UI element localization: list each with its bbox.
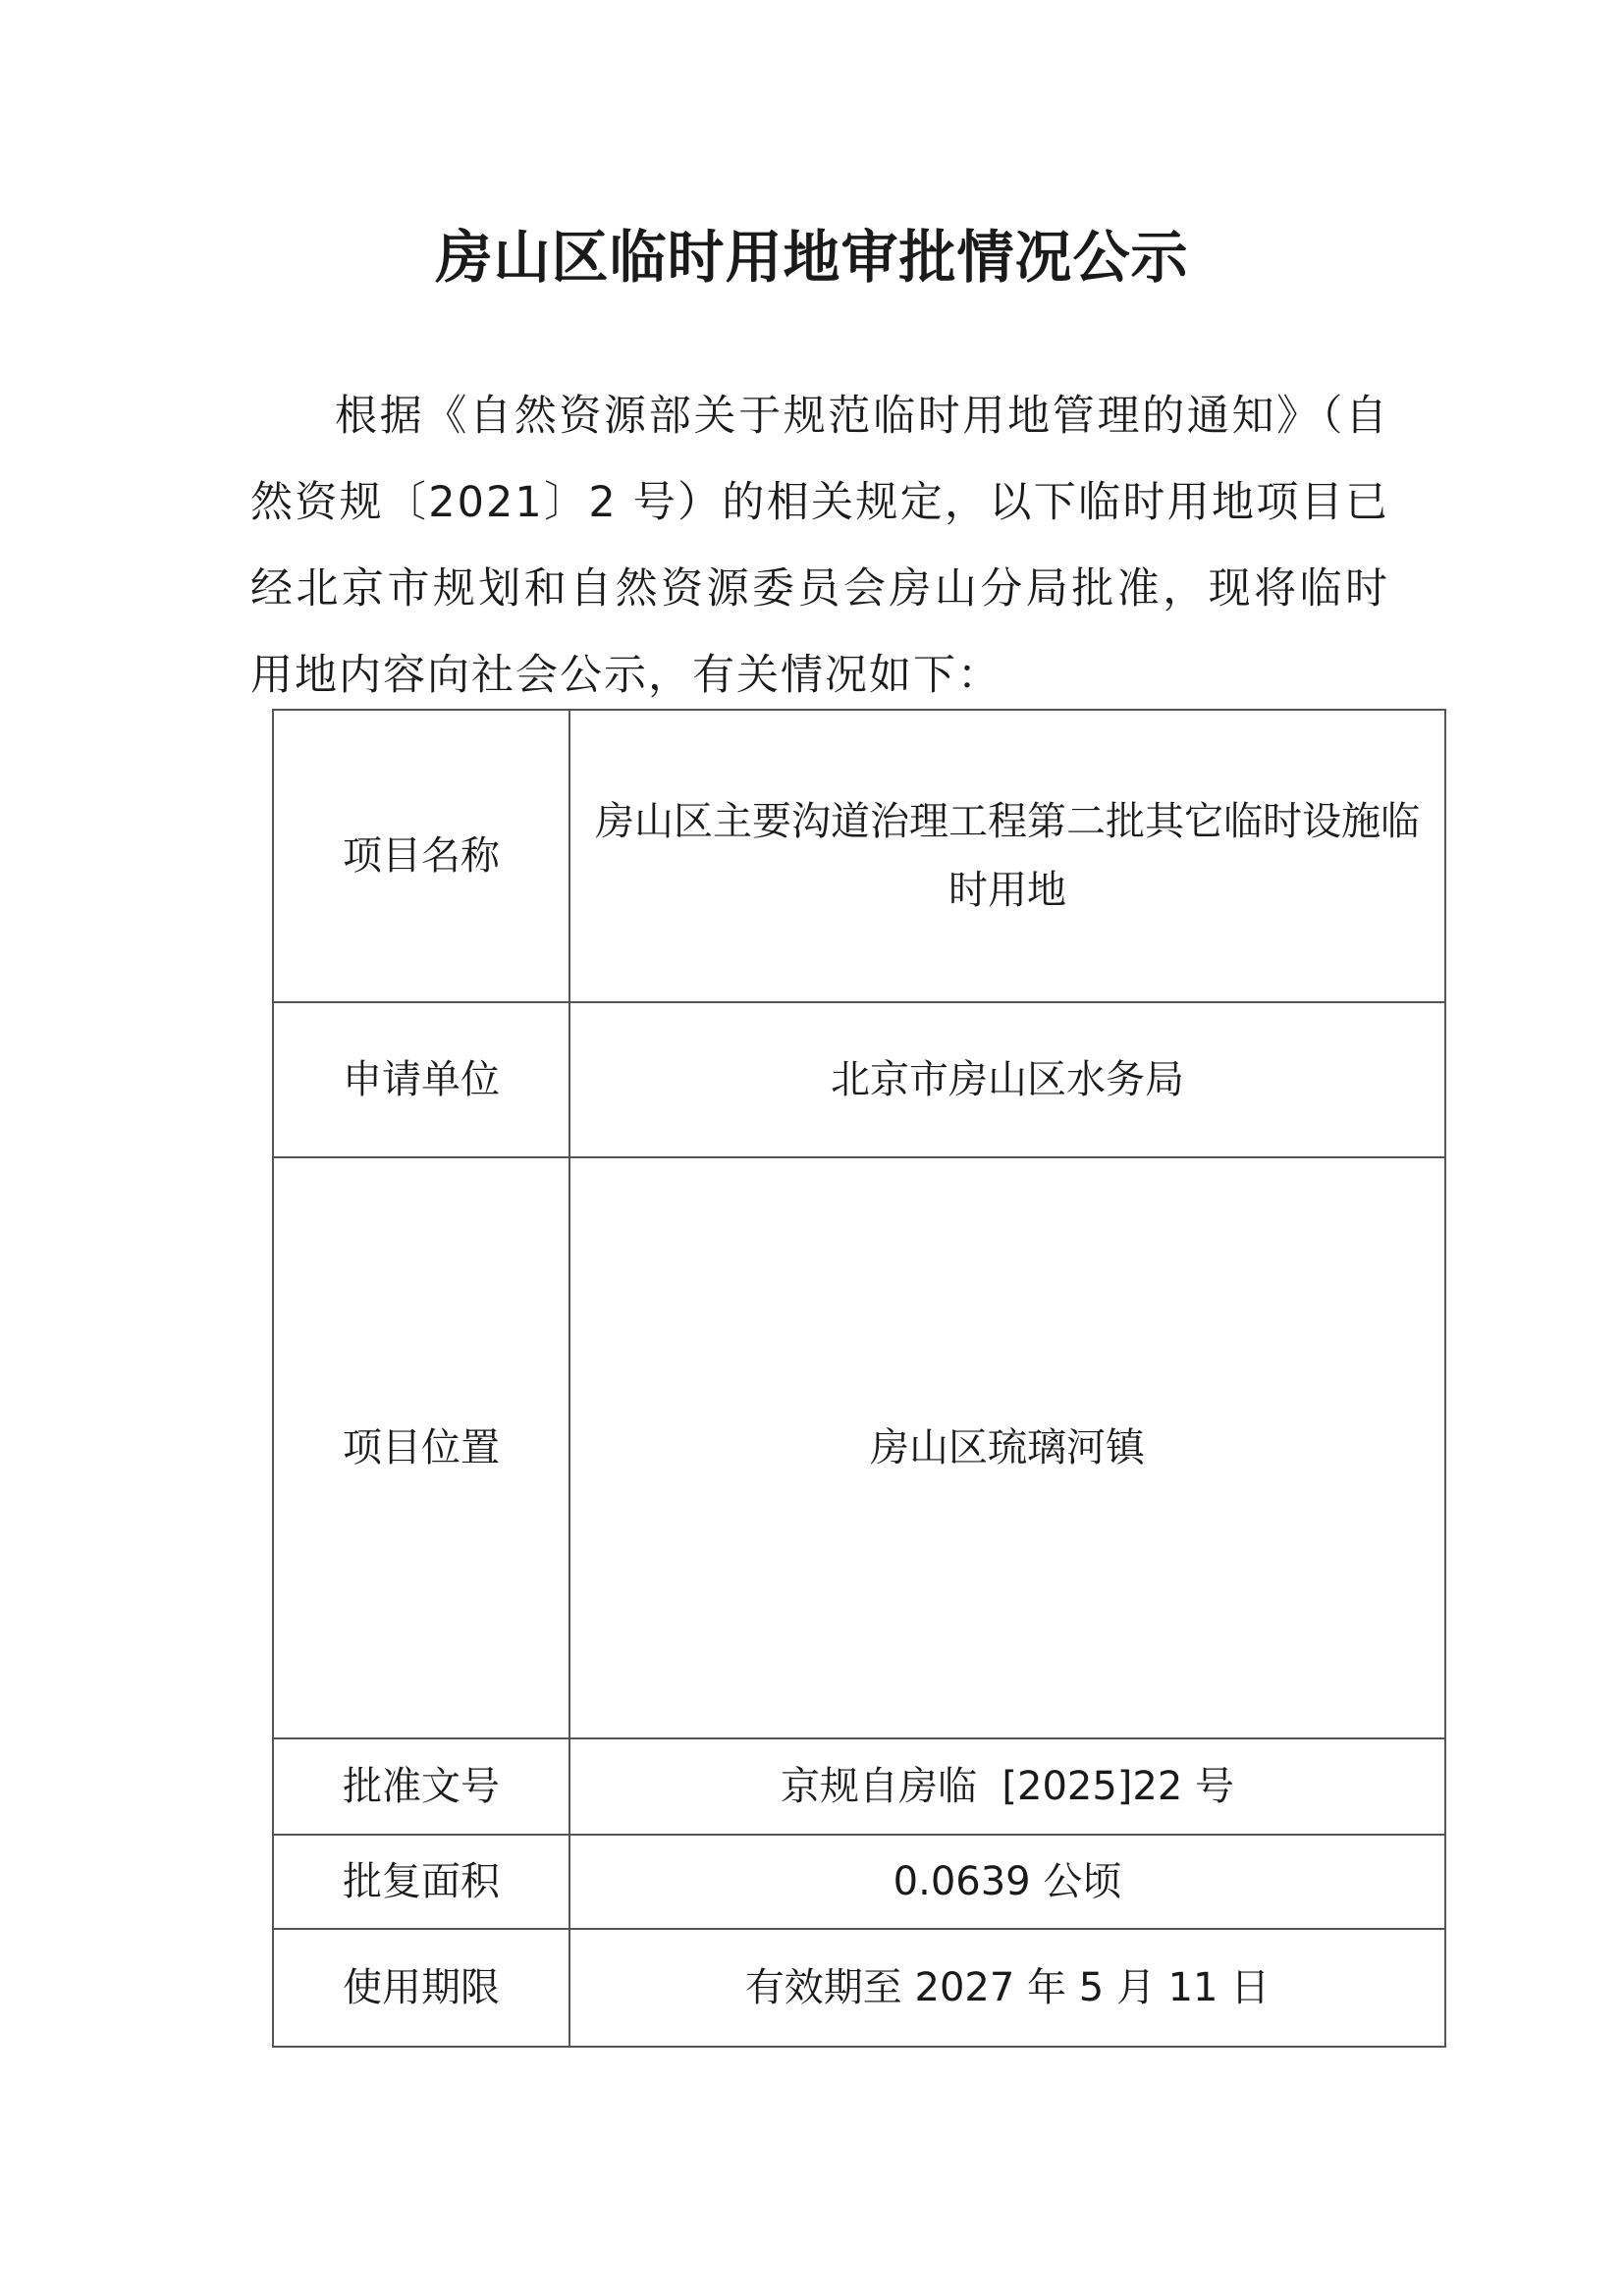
row-value: 京规自房临 [2025]22 号 <box>569 1738 1445 1835</box>
row-label: 项目名称 <box>273 710 569 1002</box>
table-row-location <box>273 1157 1445 1738</box>
approval-info-table <box>272 709 1446 2048</box>
row-value: 北京市房山区水务局 <box>569 1002 1445 1157</box>
row-label: 批复面积 <box>273 1835 569 1929</box>
row-value: 房山区主要沟道治理工程第二批其它临时设施临时用地 <box>569 710 1445 1002</box>
row-value: 房山区琉璃河镇 <box>569 1157 1445 1738</box>
row-label: 使用期限 <box>273 1929 569 2047</box>
row-label: 批准文号 <box>273 1738 569 1835</box>
table-row-usage-period <box>273 1929 1445 2047</box>
row-label: 申请单位 <box>273 1002 569 1157</box>
table-row-approval-number <box>273 1738 1445 1835</box>
page-title: 房山区临时用地审批情况公示 <box>435 224 1189 291</box>
intro-paragraph: 根据《自然资源部关于规范临时用地管理的通知》（自然资规〔2021〕2 号）的相关规定，以下临时用地项目已经北京市规划和自然资源委员会房山分局批准，现将临时用地内容向社会公示，有关情况如下： <box>250 392 1389 700</box>
row-value: 0.0639 公顷 <box>569 1835 1445 1929</box>
table-row-project-name <box>273 710 1445 1002</box>
table-row-approved-area <box>273 1835 1445 1929</box>
row-label: 项目位置 <box>273 1157 569 1738</box>
table-row-applicant <box>273 1002 1445 1157</box>
row-value: 有效期至 2027 年 5 月 11 日 <box>569 1929 1445 2047</box>
